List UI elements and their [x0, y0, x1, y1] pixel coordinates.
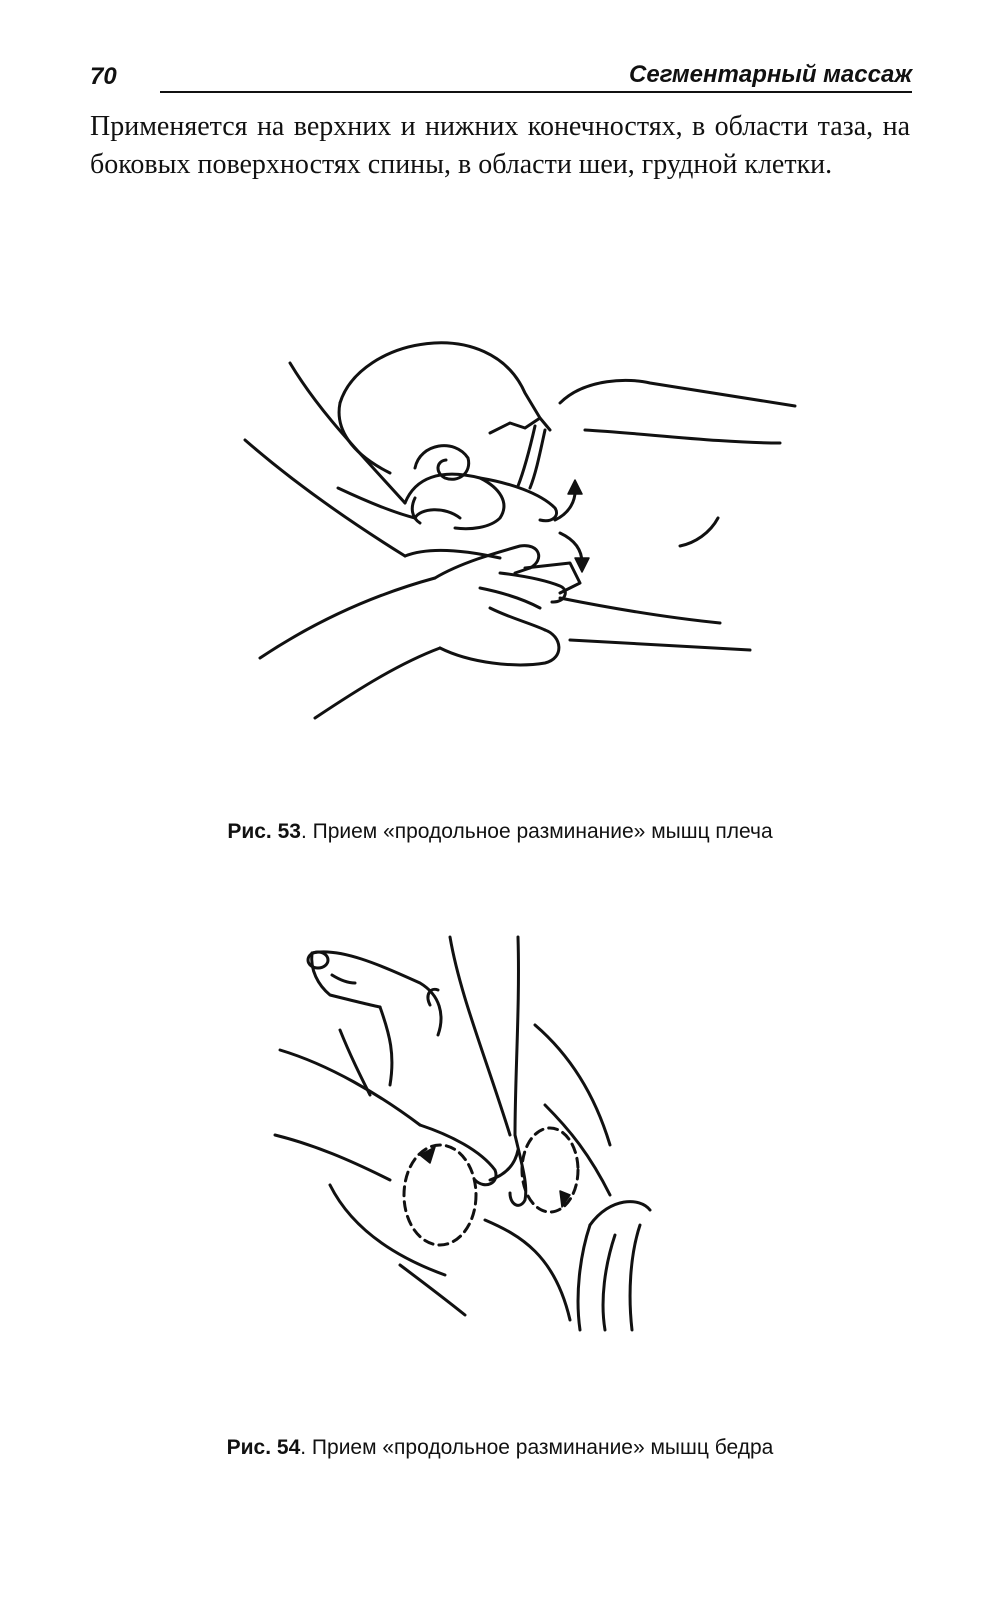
figure-53-illustration: [240, 318, 800, 738]
figure-53-caption: [0, 818, 1000, 846]
figure-54-caption: [0, 1434, 1000, 1462]
figure-53-caption-text: . Прием «продольное разминание» мышц плеча: [300, 820, 773, 843]
header-rule: [160, 91, 912, 93]
page-number: 70: [90, 63, 117, 90]
running-title: Сегментарный массаж: [623, 60, 912, 90]
body-paragraph: Применяется на верхних и нижних конечностях, в области таза, на боковых поверхностях спины, в области шеи, грудной клетки.: [90, 111, 910, 180]
figure-54-illustration: [270, 935, 670, 1335]
figure-54-caption-text: . Прием «продольное разминание» мышц бедра: [300, 1436, 774, 1459]
figure-53-label: Рис. 53: [227, 820, 301, 843]
page-header: [90, 60, 912, 96]
figure-54-label: Рис. 54: [226, 1436, 301, 1459]
